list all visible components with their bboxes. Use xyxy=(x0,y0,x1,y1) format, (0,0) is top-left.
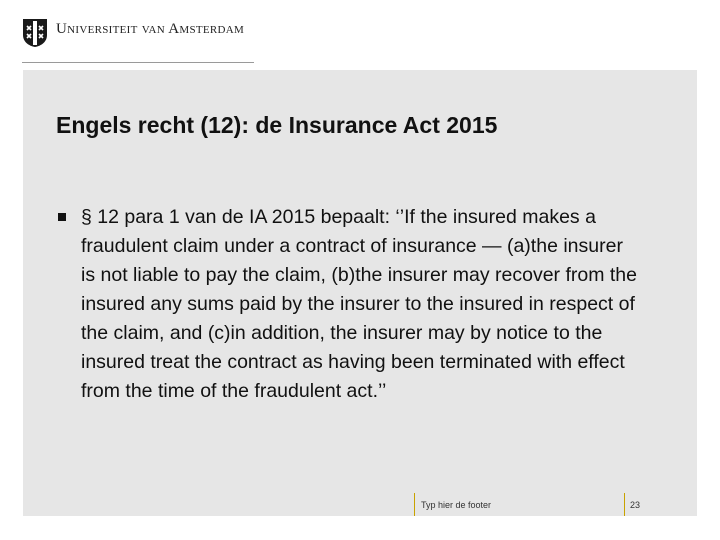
footer-divider xyxy=(414,493,415,516)
page-number-divider xyxy=(624,493,625,516)
footer-text: Typ hier de footer xyxy=(421,500,492,510)
bullet-square-icon xyxy=(58,213,66,221)
uva-crest-icon xyxy=(22,18,48,48)
bullet-text: § 12 para 1 van de IA 2015 bepaalt: ‘’If the insured makes a fraudulent claim under a contract of insurance — (a)the insurer is not liable to pay the claim, (b)the insurer may recover from the insured any sums paid by the insurer to the insured in respect of the claim, and (c)in addition, the insurer may by notice to the insured treat the contract as having been terminated with effect from the time of the fraudulent act.’’ xyxy=(81,206,637,402)
page-number: 23 xyxy=(630,500,641,510)
institution-name: Universiteit van Amsterdam xyxy=(56,21,245,37)
header-divider xyxy=(22,62,254,63)
slide-title: Engels recht (12): de Insurance Act 2015 xyxy=(56,112,498,138)
